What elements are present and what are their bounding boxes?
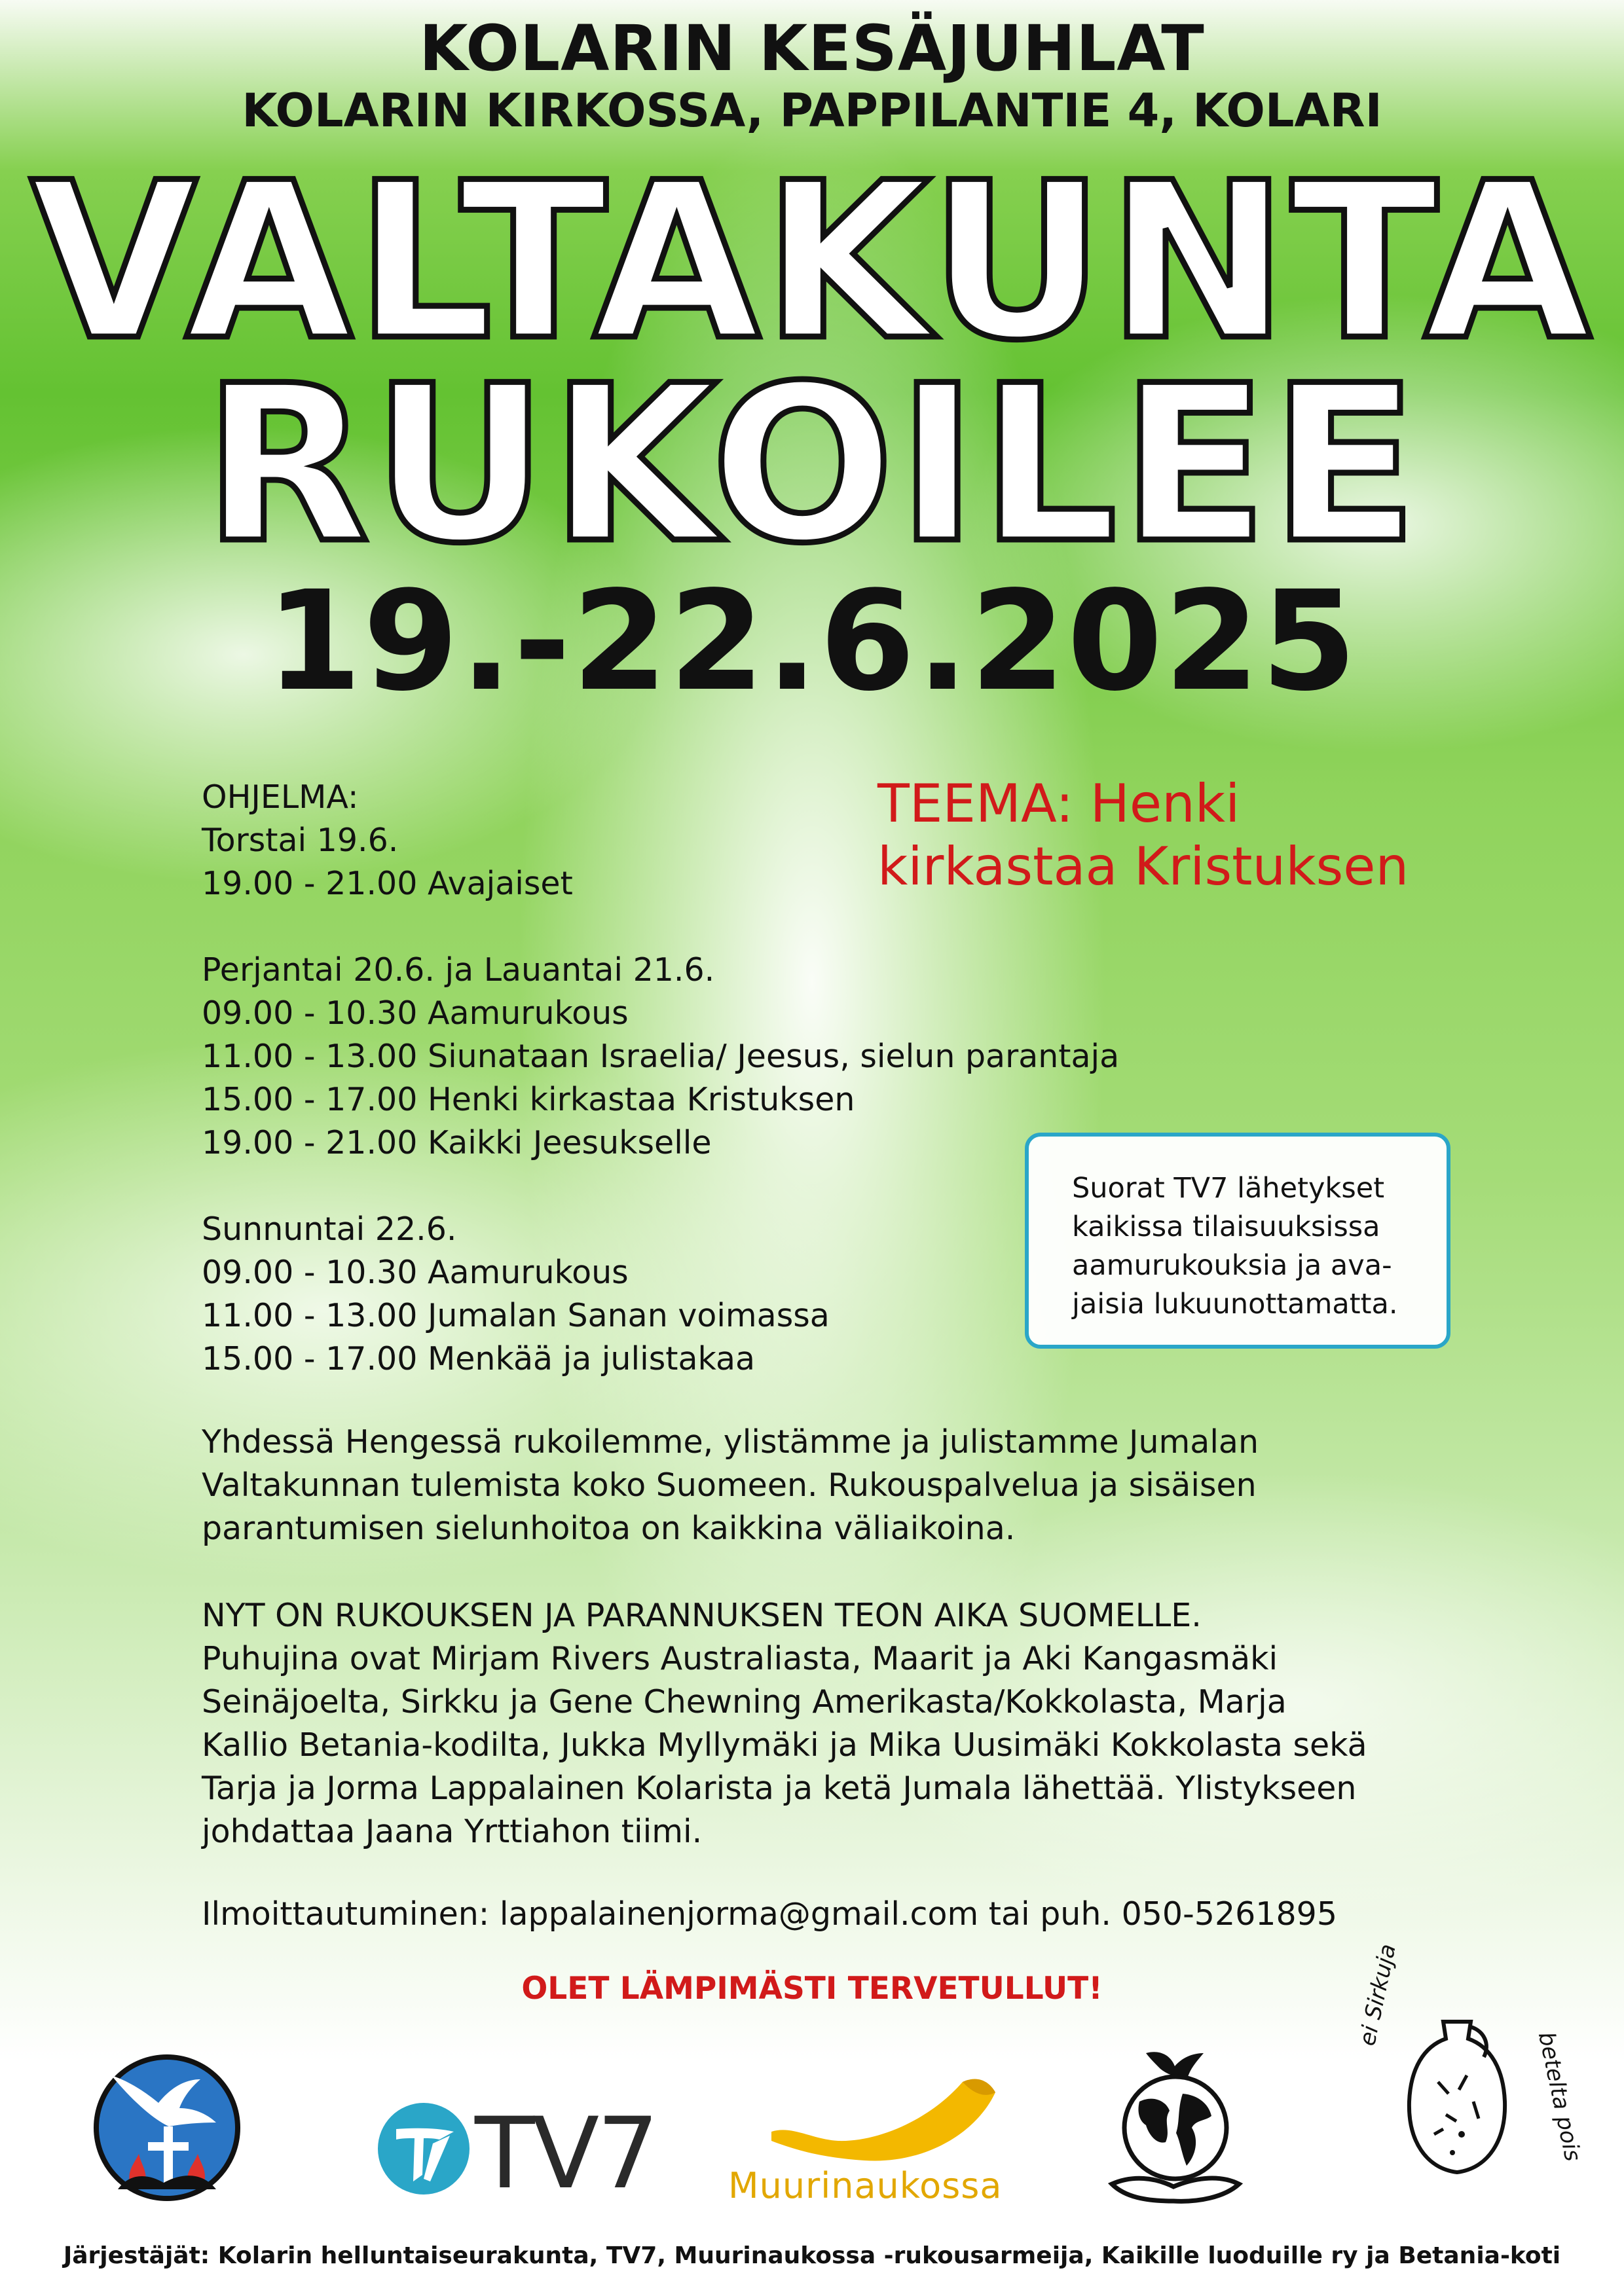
program-row: 19.00 - 21.00 Avajaiset xyxy=(202,865,573,902)
program-row: 19.00 - 21.00 Kaikki Jeesukselle xyxy=(202,1124,712,1161)
theme-line1: TEEMA: Henki xyxy=(877,773,1240,834)
speakers xyxy=(202,1594,1479,1853)
program-row: 15.00 - 17.00 Menkää ja julistakaa xyxy=(202,1340,756,1377)
event-location: KOLARIN KIRKOSSA, PAPPILANTIE 4, KOLARI xyxy=(242,84,1382,137)
program-row: 11.00 - 13.00 Jumalan Sanan voimassa xyxy=(202,1297,830,1334)
speakers-line: Puhujina ovat Mirjam Rivers Australiasta, Maarit ja Aki Kangasmäki xyxy=(202,1640,1278,1677)
speakers-line: Kallio Betania-kodilta, Jukka Myllymäki ja Mika Uusimäki Kokkolasta sekä xyxy=(202,1726,1367,1764)
shofar-icon xyxy=(766,2069,1002,2167)
speakers-line: johdattaa Jaana Yrttiahon tiimi. xyxy=(202,1813,703,1850)
description-line: Yhdessä Hengessä rukoilemme, ylistämme ja julistamme Jumalan xyxy=(202,1423,1259,1461)
program-row: Perjantai 20.6. ja Lauantai 21.6. xyxy=(202,951,715,989)
headline-line2: RUKOILEE xyxy=(203,339,1421,591)
headline-line1: VALTAKUNTA xyxy=(30,136,1594,388)
registration-contact: Ilmoittautuminen: lappalainenjorma@gmail.com tai puh. 050-5261895 xyxy=(202,1895,1337,1933)
note-line: jaisia lukuunottamatta. xyxy=(1072,1288,1398,1321)
program-fri-sat xyxy=(202,949,1132,1165)
muurinaukossa-logo-text: Muurinaukossa xyxy=(728,2165,1003,2206)
program-row: 09.00 - 10.30 Aamurukous xyxy=(202,994,629,1032)
betania-arc-text-left: ei Sirkuja xyxy=(1354,1941,1401,2049)
description-line: Valtakunnan tulemista koko Suomeen. Rukouspalvelua ja sisäisen xyxy=(202,1467,1257,1504)
program xyxy=(202,776,1132,1381)
event-date: 19.-22.6.2025 xyxy=(266,561,1358,721)
tv7-broadcast-note xyxy=(1025,1133,1450,1349)
program-row: Sunnuntai 22.6. xyxy=(202,1211,457,1248)
betania-arc-text-right: betelta pois xyxy=(1532,2030,1586,2164)
tv7-logo-icon xyxy=(377,2102,471,2196)
description xyxy=(202,1421,1479,1550)
globe-icon xyxy=(1124,2077,1227,2179)
program-row: 11.00 - 13.00 Siunataan Israelia/ Jeesus, sielun parantaja xyxy=(202,1038,1120,1075)
speakers-line: Seinäjoelta, Sirkku ja Gene Chewning Amerikasta/Kokkolasta, Marja xyxy=(202,1683,1287,1721)
note-line: Suorat TV7 lähetykset xyxy=(1072,1172,1385,1205)
tv7-logo-text: TV7 xyxy=(475,2097,657,2211)
program-row: Torstai 19.6. xyxy=(202,822,399,859)
dove-icon xyxy=(1146,2052,1204,2077)
program-row: 15.00 - 17.00 Henki kirkastaa Kristuksen xyxy=(202,1081,855,1118)
church-logo xyxy=(85,2043,249,2206)
program-thursday xyxy=(202,776,1132,905)
program-row: 09.00 - 10.30 Aamurukous xyxy=(202,1254,629,1291)
note-line: kaikissa tilaisuuksissa xyxy=(1072,1211,1380,1243)
organizers-footer: Järjestäjät: Kolarin helluntaiseurakunta, TV7, Muurinaukossa -rukousarmeija, Kaikille luoduille ry ja Betania-koti xyxy=(63,2242,1561,2269)
hand-icon xyxy=(1112,2178,1239,2201)
event-title: KOLARIN KESÄJUHLAT xyxy=(419,12,1205,85)
jar-icon xyxy=(1409,2022,1505,2172)
program-sunday xyxy=(202,1208,1132,1381)
betania-jar-logo xyxy=(1375,2003,1539,2213)
speakers-line: Tarja ja Jorma Lappalainen Kolarista ja ketä Jumala lähettää. Ylistykseen xyxy=(202,1770,1357,1807)
welcome-message: OLET LÄMPIMÄSTI TERVETULLUT! xyxy=(521,1971,1103,2007)
description-line: parantumisen sielunhoitoa on kaikkina väliaikoina. xyxy=(202,1510,1016,1547)
program-heading: OHJELMA: xyxy=(202,778,359,816)
globe-dove-logo xyxy=(1100,2030,1251,2206)
speakers-line: NYT ON RUKOUKSEN JA PARANNUKSEN TEON AIKA SUOMELLE. xyxy=(202,1597,1202,1634)
theme-line2: kirkastaa Kristuksen xyxy=(877,836,1409,897)
note-line: aamurukouksia ja ava- xyxy=(1072,1249,1392,1282)
